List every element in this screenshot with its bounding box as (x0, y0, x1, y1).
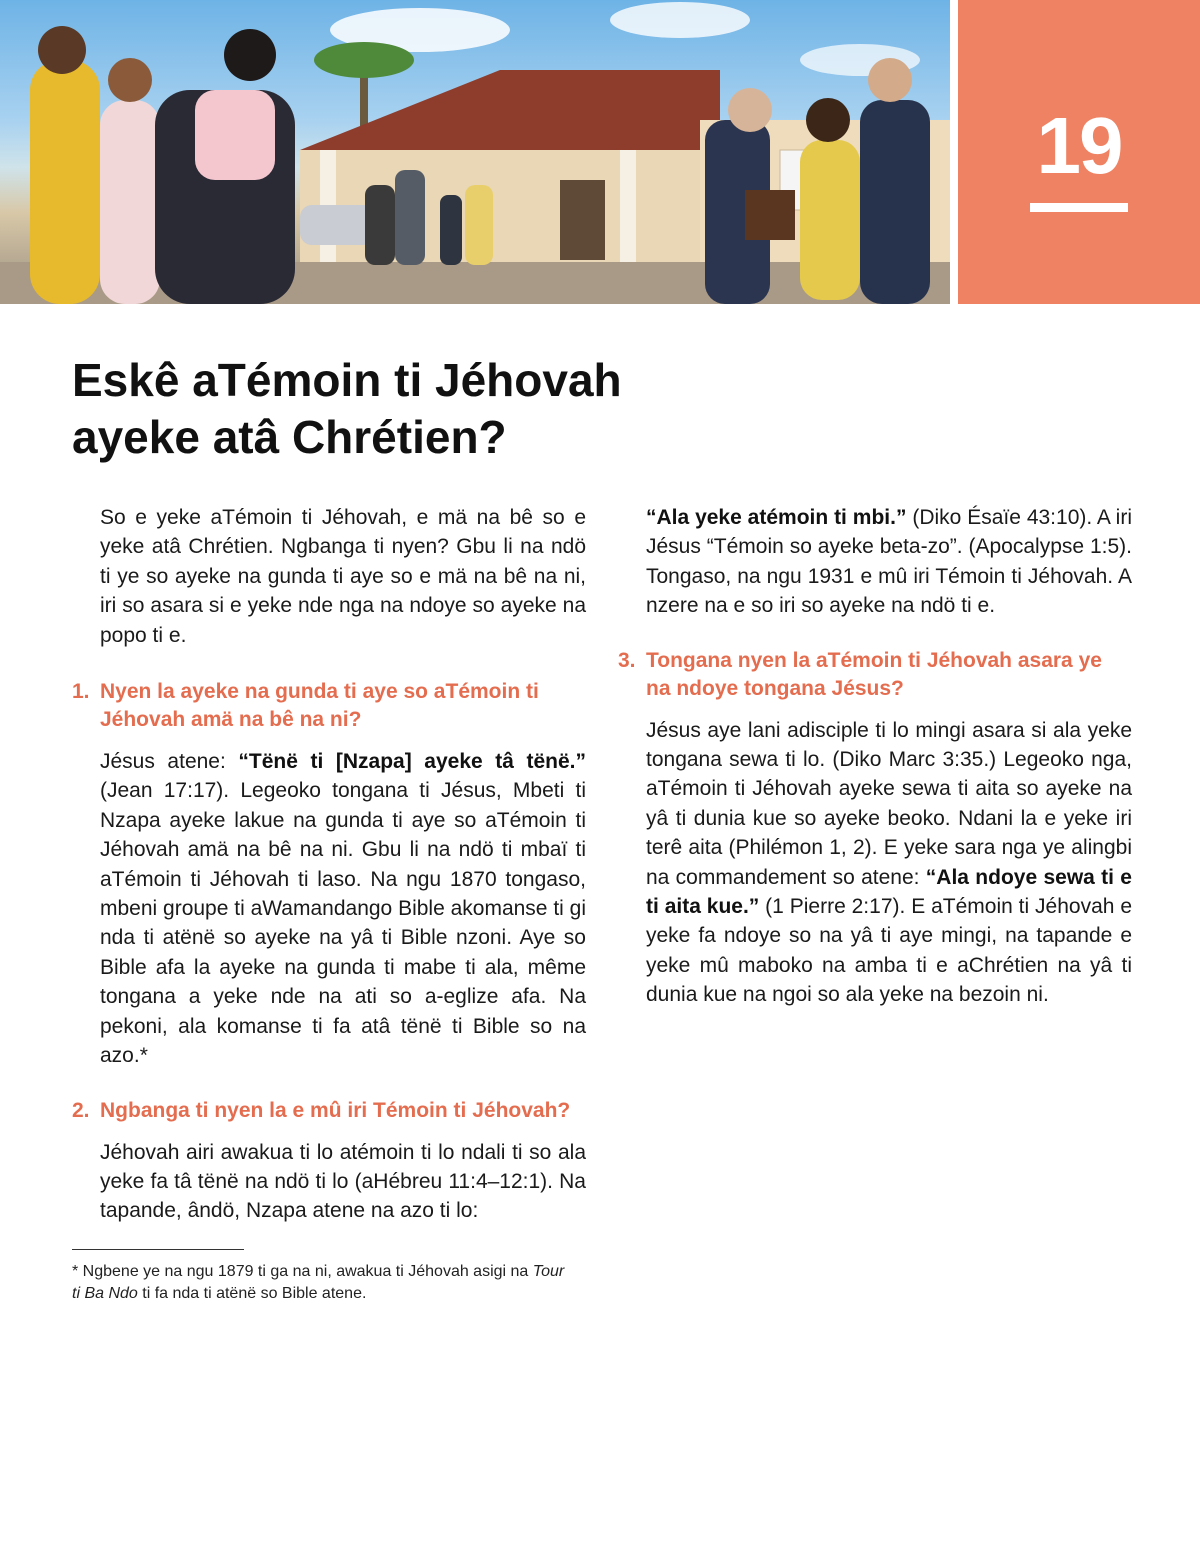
question-1-text: Nyen la ayeke na gunda ti aye so aTémoin ti Jéhovah amä na bê na ni? (100, 680, 539, 732)
page-title (72, 352, 772, 466)
answer-2-continued (618, 503, 1132, 621)
answer-2-start: Jéhovah airi awakua ti lo atémoin ti lo ndali ti so ala yeke fa tâ tënë na ndö ti lo (aHébreu 11:4–12:1). Na tapande, ândö, Nzapa atene na azo ti lo: (100, 1140, 586, 1223)
question-3-heading (618, 647, 1132, 703)
answer-1-paragraph (72, 747, 586, 1070)
chapter-badge (958, 0, 1200, 304)
footnote-divider (72, 1249, 244, 1250)
answer-1-quote: “Tënë ti [Nzapa] ayeke tâ tënë.” (238, 750, 586, 774)
answer-1-rest: (Jean 17:17). Legeoko tongana ti Jésus, Mbeti ti Nzapa ayeke lakue na gunda ti aye so aTémoin ti Jéhovah amä na bê na ni. Gbu li na ndö ti mbaï ti aTémoin ti Jéhovah ti laso. Na ngu 1870 tongaso, mbeni groupe ti aWamandango Bible akomanse ti gi nda ti atënë so ayeke na yâ ti Bible nzoni. Aye so Bible afa la ayeke na gunda ti mabe ti ala, même tongana a yeke nde na ati so a-eglize afa. Na pekoni, ala komanse ti fa atâ tënë ti Bible so na azo.* (100, 779, 587, 1068)
footnote (72, 1261, 572, 1305)
question-3-number: 3. (618, 648, 636, 672)
hero-illustration (0, 0, 950, 304)
question-2-number: 2. (72, 1098, 90, 1122)
answer-2-rest: (Diko Ésaïe 43:10). A iri Jésus “Témoin so ayeke beta-zo”. (Apocalypse 1:5). Tongaso, na ngu 1931 e mû iri Témoin ti Jéhovah. A nzere na e so iri so ayeke na ndö ti e. (646, 506, 1132, 618)
answer-3-start: Jésus aye lani adisciple ti lo mingi asara si ala yeke tongana sewa ti lo. (Diko Marc 3:35.) Legeoko nga, aTémoin ti Jéhovah ayeke sewa ti aita so ayeke na yâ ti dunia kue so ayeke beoko. Ndani la e yeke iri terê aita (Philémon 1, 2). E yeke sara nga ye alingbi na commandement so atene: (646, 718, 1132, 889)
footnote-end: ti fa nda ti atënë so Bible atene. (137, 1285, 367, 1302)
chapter-number: 19 (1036, 101, 1122, 190)
left-column (72, 503, 586, 1226)
question-3-text: Tongana nyen la aTémoin ti Jéhovah asara ye na ndoye tongana Jésus? (646, 648, 1102, 700)
chapter-underline (1030, 203, 1128, 212)
question-1-heading (72, 678, 586, 734)
page-title-line2: ayeke atâ Chrétien? (72, 411, 507, 463)
question-2-heading (72, 1097, 586, 1125)
page-title-line1: Eskê aTémoin ti Jéhovah (72, 354, 622, 406)
answer-1-start: Jésus atene: (100, 750, 239, 774)
answer-3-paragraph (618, 716, 1132, 1010)
question-1-number: 1. (72, 680, 90, 704)
footnote-start: * Ngbene ye na ngu 1879 ti ga na ni, awakua ti Jéhovah asigi na (72, 1263, 533, 1280)
answer-3-quote: “Ala ndoye sewa ti e ti aita kue.” (646, 865, 1132, 919)
footnote-publication: Tour ti Ba Ndo (72, 1263, 565, 1302)
answer-2-quote: “Ala yeke atémoin ti mbi.” (646, 506, 907, 529)
right-column (618, 503, 1132, 1010)
answer-2-paragraph (72, 1138, 586, 1226)
hero-photo (0, 0, 950, 304)
answer-3-rest: (1 Pierre 2:17). E aTémoin ti Jéhovah e yeke fa ndoye so na yâ ti aye mingi, na tapande e yeke mû maboko na amba ti e aChrétien na yâ ti dunia kue na ngoi so ala yeke na bezoin ni. (646, 895, 1132, 1007)
question-2-text: Ngbanga ti nyen la e mû iri Témoin ti Jéhovah? (100, 1098, 571, 1122)
intro-paragraph: So e yeke aTémoin ti Jéhovah, e mä na bê so e yeke atâ Chrétien. Ngbanga ti nyen? Gbu li na ndö ti ye so ayeke na gunda ti aye so e mä na bê na ni, iri so asara si e yeke nde nga na ndoye so ayeke na popo ti e. (100, 506, 586, 647)
